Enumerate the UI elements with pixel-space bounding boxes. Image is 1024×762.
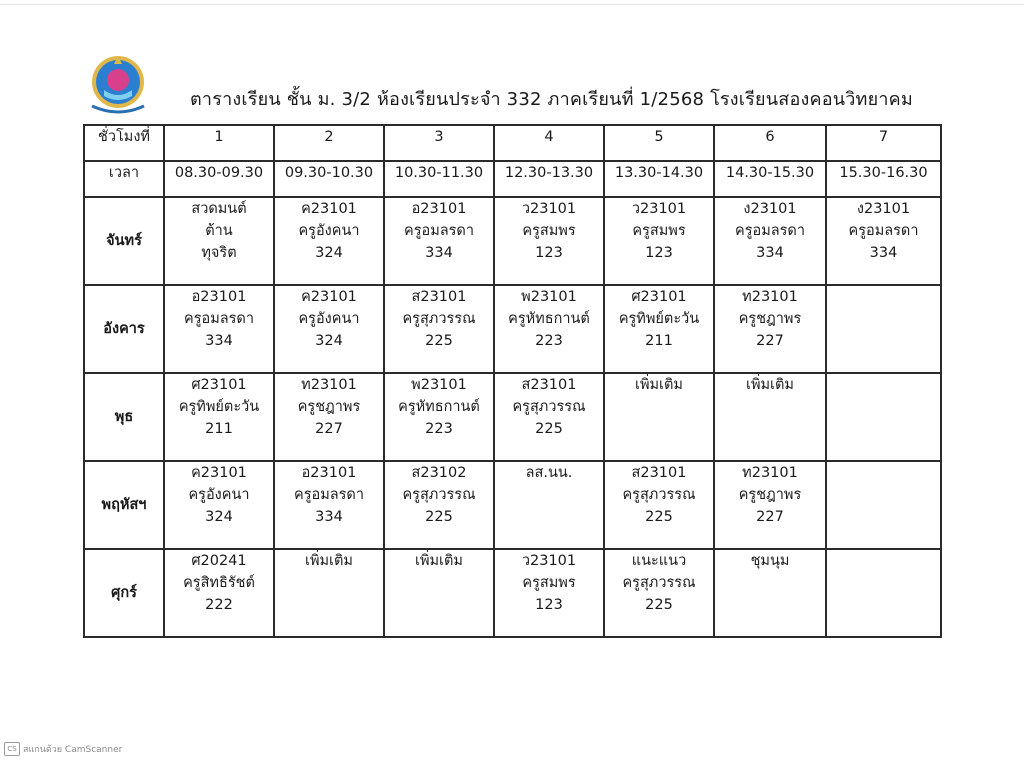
day-row xyxy=(84,461,941,549)
watermark-text: สแกนด้วย CamScanner xyxy=(23,745,123,755)
class-cell xyxy=(714,373,826,461)
teacher-name: ต้าน xyxy=(205,223,233,239)
class-cell xyxy=(494,461,604,549)
room-number: 334 xyxy=(205,333,233,349)
day-name: จันทร์ xyxy=(84,197,164,285)
subject-code: ชุมนุม xyxy=(750,553,790,569)
day-name: อังคาร xyxy=(84,285,164,373)
teacher-name: ครูอังคนา xyxy=(298,223,360,239)
day-row xyxy=(84,197,941,285)
room-number: 123 xyxy=(535,597,563,613)
teacher-name: ครูอมลรดา xyxy=(848,223,919,239)
subject-code: ส23101 xyxy=(521,377,577,393)
class-cell xyxy=(384,373,494,461)
room-number: 225 xyxy=(425,509,453,525)
room-number: 123 xyxy=(535,245,563,261)
teacher-name: ครูทิพย์ตะวัน xyxy=(618,311,700,327)
class-cell xyxy=(714,461,826,549)
period-number: 2 xyxy=(274,125,384,161)
period-header-row xyxy=(84,125,941,161)
class-timetable xyxy=(83,124,942,638)
teacher-name: ครูสมพร xyxy=(632,223,686,239)
room-number: 223 xyxy=(425,421,453,437)
period-number: 4 xyxy=(494,125,604,161)
room-number: 211 xyxy=(645,333,673,349)
room-number: 334 xyxy=(315,509,343,525)
class-cell xyxy=(494,373,604,461)
room-number: 324 xyxy=(315,333,343,349)
subject-code: ส23101 xyxy=(631,465,687,481)
teacher-name: ครูอมลรดา xyxy=(404,223,474,239)
subject-code: อ23101 xyxy=(301,465,357,481)
class-cell xyxy=(274,549,384,637)
room-number: 211 xyxy=(205,421,233,437)
school-logo xyxy=(84,50,152,118)
teacher-name: ครูหัทธกานต์ xyxy=(398,399,480,415)
class-cell xyxy=(274,285,384,373)
room-number: 227 xyxy=(756,509,784,525)
subject-code: สวดมนต์ xyxy=(191,201,247,217)
teacher-name: ครูสุภวรรณ xyxy=(622,487,696,503)
teacher-name: ครูชฎาพร xyxy=(738,487,802,503)
subject-code: พ23101 xyxy=(521,289,577,305)
time-slot: 10.30-11.30 xyxy=(384,161,494,197)
time-slot: 14.30-15.30 xyxy=(714,161,826,197)
subject-code: ง23101 xyxy=(856,201,911,217)
time-label: เวลา xyxy=(84,161,164,197)
teacher-name: ครูสุภวรรณ xyxy=(402,311,476,327)
empty-cell xyxy=(826,461,941,549)
room-number: 324 xyxy=(205,509,233,525)
subject-code: ท23101 xyxy=(301,377,357,393)
period-number: 6 xyxy=(714,125,826,161)
subject-code: เพิ่มเติม xyxy=(634,377,683,393)
scan-edge-line xyxy=(0,4,1024,5)
class-cell xyxy=(384,285,494,373)
room-number: 334 xyxy=(756,245,784,261)
teacher-name: ครูสุภวรรณ xyxy=(622,575,696,591)
class-cell xyxy=(384,461,494,549)
class-cell xyxy=(714,197,826,285)
room-number: ทุจริต xyxy=(201,245,237,261)
subject-code: เพิ่มเติม xyxy=(414,553,463,569)
subject-code: ว23101 xyxy=(521,201,577,217)
class-cell xyxy=(164,461,274,549)
teacher-name: ครูทิพย์ตะวัน xyxy=(178,399,260,415)
subject-code: ส23102 xyxy=(411,465,467,481)
subject-code: ค23101 xyxy=(191,465,247,481)
subject-code: ค23101 xyxy=(301,289,357,305)
teacher-name: ครูสิทธิรัชต์ xyxy=(183,575,255,591)
empty-cell xyxy=(826,549,941,637)
room-number: 334 xyxy=(869,245,898,261)
class-cell xyxy=(826,197,941,285)
class-cell xyxy=(604,285,714,373)
subject-code: อ23101 xyxy=(411,201,467,217)
class-cell xyxy=(164,197,274,285)
teacher-name: ครูอมลรดา xyxy=(735,223,805,239)
teacher-name: ครูสมพร xyxy=(522,223,576,239)
subject-code: ส23101 xyxy=(411,289,467,305)
subject-code: ง23101 xyxy=(743,201,797,217)
class-cell xyxy=(604,197,714,285)
subject-code: อ23101 xyxy=(191,289,247,305)
class-cell xyxy=(274,373,384,461)
period-number: 5 xyxy=(604,125,714,161)
teacher-name: ครูอังคนา xyxy=(188,487,250,503)
class-cell xyxy=(714,285,826,373)
class-cell xyxy=(494,285,604,373)
room-number: 225 xyxy=(535,421,563,437)
teacher-name: ครูหัทธกานต์ xyxy=(508,311,590,327)
room-number: 222 xyxy=(205,597,233,613)
room-number: 225 xyxy=(425,333,453,349)
teacher-name: ครูชฎาพร xyxy=(297,399,361,415)
subject-code: ลส.นน. xyxy=(525,465,573,481)
subject-code: ว23101 xyxy=(631,201,687,217)
time-row xyxy=(84,161,941,197)
teacher-name: ครูอมลรดา xyxy=(294,487,364,503)
period-number: 1 xyxy=(164,125,274,161)
subject-code: ศ23101 xyxy=(631,289,687,305)
class-cell xyxy=(384,549,494,637)
class-cell xyxy=(604,373,714,461)
subject-code: แนะแนว xyxy=(631,553,687,569)
day-name: พฤหัสฯ xyxy=(84,461,164,549)
time-slot: 15.30-16.30 xyxy=(826,161,941,197)
period-label: ชั่วโมงที่ xyxy=(84,125,164,161)
teacher-name: ครูสุภวรรณ xyxy=(402,487,476,503)
room-number: 324 xyxy=(315,245,343,261)
subject-code: ท23101 xyxy=(742,465,798,481)
room-number: 123 xyxy=(645,245,673,261)
class-cell xyxy=(714,549,826,637)
period-number: 7 xyxy=(826,125,941,161)
class-cell xyxy=(604,549,714,637)
teacher-name: ครูสุภวรรณ xyxy=(512,399,586,415)
room-number: 227 xyxy=(756,333,784,349)
teacher-name: ครูสมพร xyxy=(522,575,576,591)
room-number: 225 xyxy=(645,509,673,525)
day-name: พุธ xyxy=(84,373,164,461)
teacher-name: ครูชฎาพร xyxy=(738,311,802,327)
subject-code: เพิ่มเติม xyxy=(745,377,794,393)
time-slot: 13.30-14.30 xyxy=(604,161,714,197)
class-cell xyxy=(604,461,714,549)
day-name: ศุกร์ xyxy=(84,549,164,637)
period-number: 3 xyxy=(384,125,494,161)
time-slot: 08.30-09.30 xyxy=(164,161,274,197)
subject-code: ศ23101 xyxy=(191,377,247,393)
class-cell xyxy=(274,461,384,549)
subject-code: เพิ่มเติม xyxy=(304,553,353,569)
day-row xyxy=(84,373,941,461)
room-number: 334 xyxy=(425,245,453,261)
time-slot: 12.30-13.30 xyxy=(494,161,604,197)
class-cell xyxy=(494,549,604,637)
subject-code: ศ20241 xyxy=(191,553,247,569)
class-cell xyxy=(384,197,494,285)
teacher-name: ครูอังคนา xyxy=(298,311,360,327)
room-number: 227 xyxy=(315,421,343,437)
subject-code: พ23101 xyxy=(411,377,467,393)
day-row xyxy=(84,285,941,373)
subject-code: ว23101 xyxy=(521,553,577,569)
teacher-name: ครูอมลรดา xyxy=(184,311,254,327)
scanner-watermark xyxy=(4,742,122,756)
room-number: 225 xyxy=(645,597,673,613)
day-row xyxy=(84,549,941,637)
class-cell xyxy=(274,197,384,285)
empty-cell xyxy=(826,285,941,373)
class-cell xyxy=(164,373,274,461)
time-slot: 09.30-10.30 xyxy=(274,161,384,197)
room-number: 223 xyxy=(535,333,563,349)
subject-code: ท23101 xyxy=(742,289,798,305)
class-cell xyxy=(494,197,604,285)
class-cell xyxy=(164,549,274,637)
subject-code: ค23101 xyxy=(301,201,357,217)
empty-cell xyxy=(826,373,941,461)
page-title: ตารางเรียน ชั้น ม. 3/2 ห้องเรียนประจำ 332 ภาคเรียนที่ 1/2568 โรงเรียนสองคอนวิทยาคม xyxy=(190,89,913,110)
class-cell xyxy=(164,285,274,373)
camscanner-icon: CS xyxy=(4,742,20,756)
